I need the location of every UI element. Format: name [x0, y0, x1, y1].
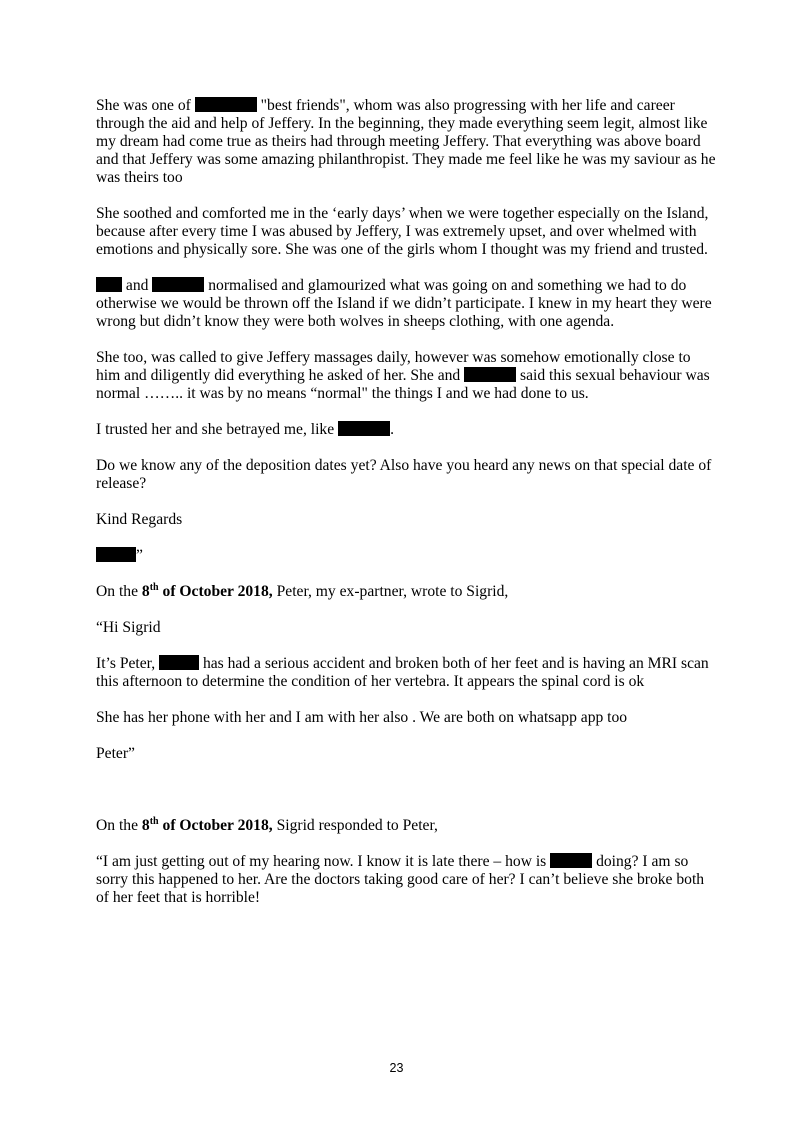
paragraph-accident [96, 655, 716, 691]
paragraph-sigrid-responded [96, 817, 716, 835]
text: On the [96, 583, 139, 600]
text: has had a serious accident and broken both of her feet and is having an MRI scan this afternoon to determine the condition of her vertebra. It appears the spinal cord is ok [96, 655, 709, 690]
paragraph-peter-wrote [96, 583, 716, 601]
date-bold: 8th of October 2018, [141, 582, 273, 600]
paragraph-deposition: Do we know any of the deposition dates yet? Also have you heard any news on that special date of release? [96, 457, 712, 492]
paragraph-peter-sign: Peter” [96, 745, 135, 762]
paragraph-phone: She has her phone with her and I am with her also . We are both on whatsapp app too [96, 709, 628, 726]
date-bold: 8th of October 2018, [141, 816, 273, 834]
text: It’s Peter, [96, 655, 156, 672]
document-body [96, 97, 716, 925]
paragraph-hi-sigrid: “Hi Sigrid [96, 619, 161, 636]
paragraph-regards: Kind Regards [96, 511, 183, 528]
paragraph-soothed: She soothed and comforted me in the ‘early days’ when we were together especially on the Island, because after every time I was abused by Jeffery, I was extremely upset, and over whelmed with emotions and physically sore. She was one of the girls whom I thought was my friend and trusted. [96, 205, 709, 258]
text: I trusted her and she betrayed me, like [96, 421, 335, 438]
text: doing? I am so sorry this happened to her. Are the doctors taking good care of her? I can’t believe she broke both of her feet that is horrible! [96, 853, 705, 906]
text: She too, was called to give Jeffery massages daily, however was somehow emotionally close to him and diligently did everything he asked of her. She and [96, 349, 691, 384]
spacer [96, 781, 716, 817]
text: and [125, 277, 149, 294]
paragraph-signature [96, 547, 716, 565]
text: Sigrid responded to Peter, [276, 817, 438, 834]
redaction-block [338, 421, 390, 436]
redaction-block [152, 277, 204, 292]
redaction-block [550, 853, 592, 868]
paragraph-betrayed [96, 421, 716, 439]
text: normalised and glamourized what was going on and something we had to do otherwise we would be thrown off the Island if we didn’t participate. I knew in my heart they were wrong but didn’t know they were both wolves in sheeps clothing, with one agenda. [96, 277, 712, 330]
redaction-block [195, 97, 257, 112]
paragraph-normalised [96, 277, 716, 331]
text: said this sexual behaviour was normal …….. it was by no means “normal" the things I and we had done to us. [96, 367, 710, 402]
paragraph-massages [96, 349, 716, 403]
redaction-block [96, 277, 122, 292]
paragraph-hearing [96, 853, 716, 907]
text: ” [136, 547, 143, 564]
redaction-block [96, 547, 136, 562]
text: Peter, my ex-partner, wrote to Sigrid, [276, 583, 509, 600]
paragraph-best-friends [96, 97, 716, 187]
text: She was one of [96, 97, 191, 114]
text: "best friends", whom was also progressing with her life and career through the aid and help of Jeffery. In the beginning, they made everything seem legit, almost like my dream had come true as theirs had through meeting Jeffery. That everything was above board and that Jeffery was some amazing philanthropist. They made me feel like he was my saviour as he was theirs too [96, 97, 716, 186]
text: . [390, 421, 394, 438]
text: “I am just getting out of my hearing now. I know it is late there – how is [96, 853, 547, 870]
redaction-block [159, 655, 199, 670]
redaction-block [464, 367, 516, 382]
page-number: 23 [389, 1061, 404, 1075]
text: On the [96, 817, 139, 834]
